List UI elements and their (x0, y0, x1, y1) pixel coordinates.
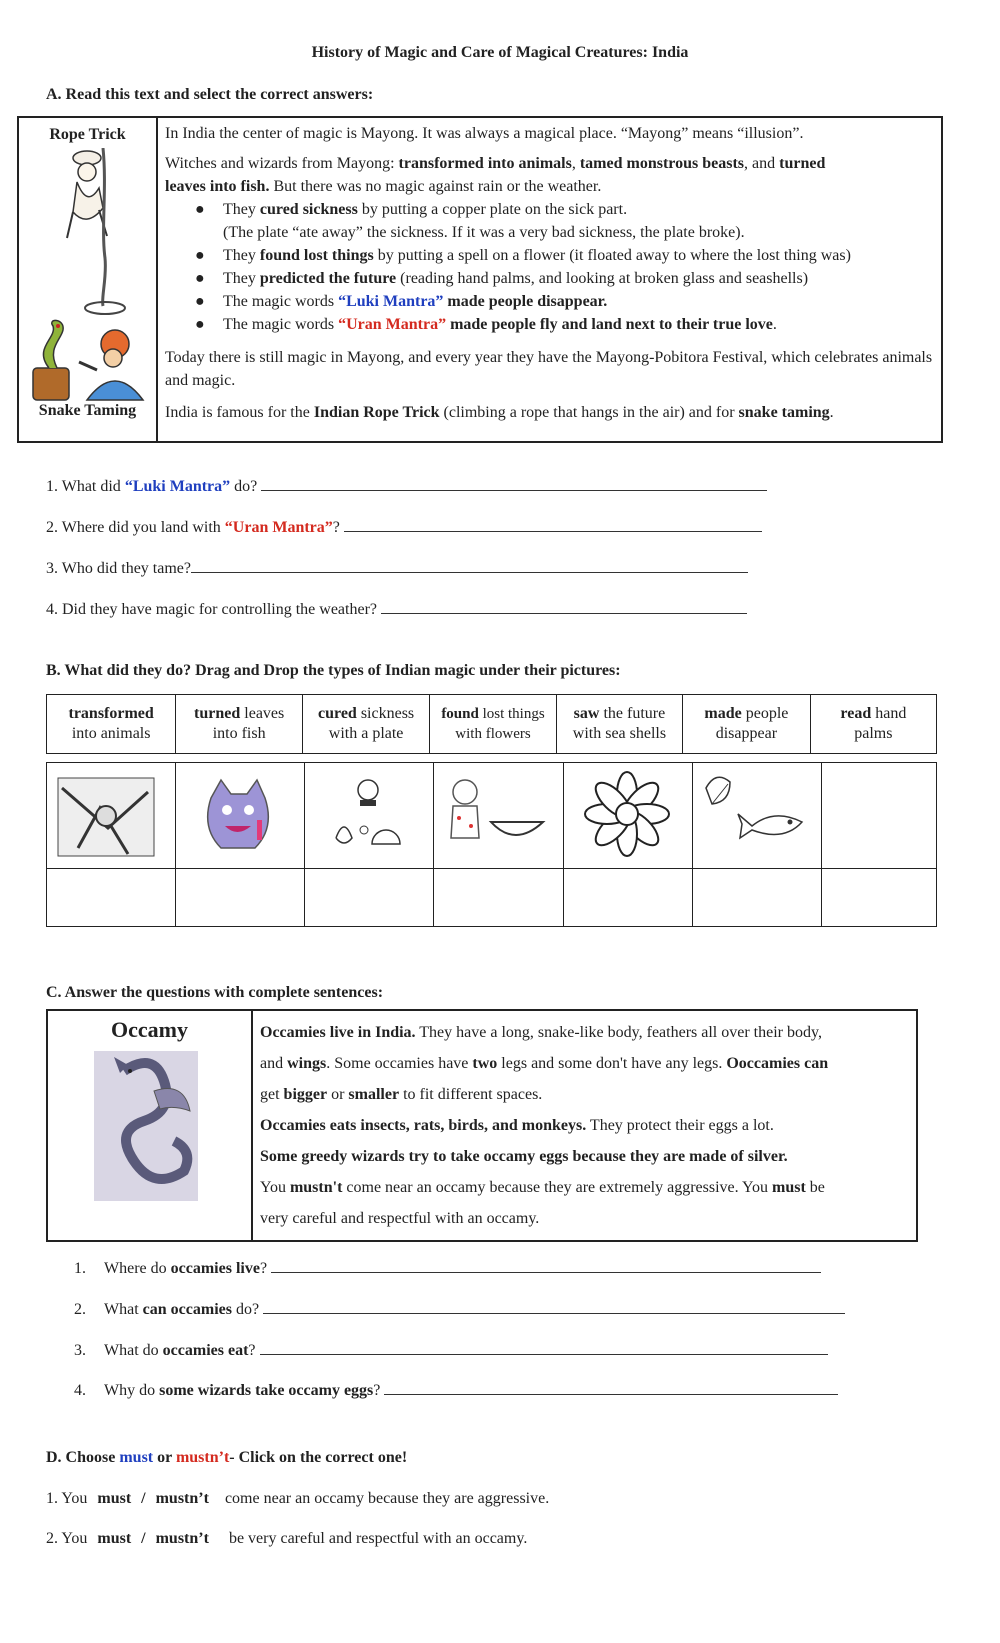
list-item: ● The magic words “Uran Mantra” made people fly and land next to their true love. (195, 316, 777, 333)
question-a1: 1. What did “Luki Mantra” do? (46, 474, 767, 496)
mustnt-option-1[interactable]: mustn’t (155, 1490, 209, 1507)
question-a3: 3. Who did they tame? (46, 556, 748, 578)
list-item-note: (The plate “ate away” the sickness. If it was a very bad sickness, the plate broke). (223, 224, 745, 241)
drop-zone[interactable] (434, 869, 563, 927)
section-c-heading: C. Answer the questions with complete sentences: (46, 984, 384, 1001)
answer-a1-input[interactable] (261, 474, 767, 491)
festival-paragraph: Today there is still magic in Mayong, and every year they have the Mayong-Pobitora Festival, which celebrates animals and magic. (165, 349, 933, 389)
picture-cell (563, 763, 692, 869)
page-title: History of Magic and Care of Magical Creatures: India (311, 44, 689, 61)
answer-c1-input[interactable] (271, 1256, 821, 1273)
picture-cell (692, 763, 821, 869)
rope-trick-picture (47, 148, 127, 318)
occamy-text: Occamies live in India. They have a long, snake-like body, feathers all over their body, and wings. Some occamies have two legs and some don't have any legs. Ooccamies can get bigger or smaller to fit different spaces. Occamies eats insects, rats, birds, and monkeys. They protect their eggs a lot. Some greedy wizards try to take occamy eggs because they are made of silver. You mustn't come near an occamy because they are extremely aggressive. You must be very careful and respectful with an occamy. (260, 1024, 829, 1227)
drop-zone[interactable] (47, 869, 176, 927)
list-item: ● They cured sickness by putting a copper plate on the sick part. (195, 201, 628, 218)
list-item: ● The magic words “Luki Mantra” made people disappear. (195, 293, 608, 310)
section-d-heading: D. Choose must or mustn’t- Click on the correct one! (46, 1449, 408, 1466)
option-found[interactable]: found lost things with flowers (430, 695, 557, 754)
picture-cell (47, 763, 176, 869)
drop-zone[interactable] (305, 869, 434, 927)
girl-bowl-picture (435, 768, 555, 858)
witches-paragraph: Witches and wizards from Mayong: transformed into animals, tamed monstrous beasts, and turned leaves into fish. But there was no magic against rain or the weather. (165, 155, 826, 195)
section-c-box (46, 1009, 918, 1242)
answer-c2-input[interactable] (263, 1297, 845, 1314)
question-c1: 1. Where do occamies live? (74, 1256, 821, 1278)
option-saw[interactable]: saw the future with sea shells (556, 695, 682, 754)
question-c4: 4. Why do some wizards take occamy eggs? (74, 1378, 838, 1400)
picture-cell (434, 763, 563, 869)
flower-picture (565, 768, 685, 858)
picture-drop-table (46, 762, 937, 927)
option-made[interactable]: made people disappear (683, 695, 811, 754)
rope-trick-label: Rope Trick (49, 126, 126, 143)
option-read[interactable]: read hand palms (810, 695, 936, 754)
sentence-d1: 1. You must / mustn’t come near an occamy because they are aggressive. (46, 1490, 550, 1507)
drop-zone[interactable] (563, 869, 692, 927)
snake-taming-picture (27, 318, 149, 404)
question-c3: 3. What do occamies eat? (74, 1338, 828, 1360)
picture-cell (305, 763, 434, 869)
famous-paragraph: India is famous for the Indian Rope Trick (climbing a rope that hangs in the air) and for snake taming. (165, 404, 834, 421)
answer-c4-input[interactable] (384, 1378, 838, 1395)
must-option-2[interactable]: must (97, 1530, 132, 1547)
question-c2: 2. What can occamies do? (74, 1297, 845, 1319)
option-transformed[interactable]: transformed into animals (47, 695, 176, 754)
occamy-title: Occamy (111, 1017, 188, 1042)
section-b-heading: B. What did they do? Drag and Drop the types of Indian magic under their pictures: (46, 662, 621, 679)
drop-zone[interactable] (692, 869, 821, 927)
answer-c3-input[interactable] (260, 1338, 828, 1355)
snake-taming-label: Snake Taming (38, 402, 137, 419)
sentence-d2: 2. You must / mustn’t be very careful and respectful with an occamy. (46, 1530, 528, 1547)
picture-cell (176, 763, 305, 869)
answer-a2-input[interactable] (344, 515, 762, 532)
monster-picture (177, 768, 297, 858)
crystal-shells-picture (306, 768, 426, 858)
answer-a3-input[interactable] (191, 556, 748, 573)
bullet-list (165, 198, 933, 336)
option-cured[interactable]: cured sickness with a plate (303, 695, 430, 754)
section-a-heading: A. Read this text and select the correct answers: (46, 86, 374, 103)
occamy-picture (94, 1051, 198, 1201)
mustnt-option-2[interactable]: mustn’t (155, 1530, 209, 1547)
options-table (46, 694, 937, 754)
transform-picture (48, 768, 168, 858)
question-a4: 4. Did they have magic for controlling the weather? (46, 597, 747, 619)
drop-zone[interactable] (176, 869, 305, 927)
picture-cell (821, 763, 936, 869)
drop-zone[interactable] (821, 869, 936, 927)
list-item: ● They predicted the future (reading hand palms, and looking at broken glass and seashells) (195, 270, 809, 287)
must-option-1[interactable]: must (97, 1490, 132, 1507)
question-a2: 2. Where did you land with “Uran Mantra”? (46, 515, 762, 537)
intro-paragraph: In India the center of magic is Mayong. It was always a magical place. “Mayong” means “illusion”. (165, 125, 804, 142)
option-turned[interactable]: turned leaves into fish (176, 695, 303, 754)
list-item: ● They found lost things by putting a spell on a flower (it floated away to where the lost thing was) (195, 247, 851, 264)
leaf-fish-picture (694, 768, 814, 858)
answer-a4-input[interactable] (381, 597, 747, 614)
section-a-box (17, 116, 943, 443)
